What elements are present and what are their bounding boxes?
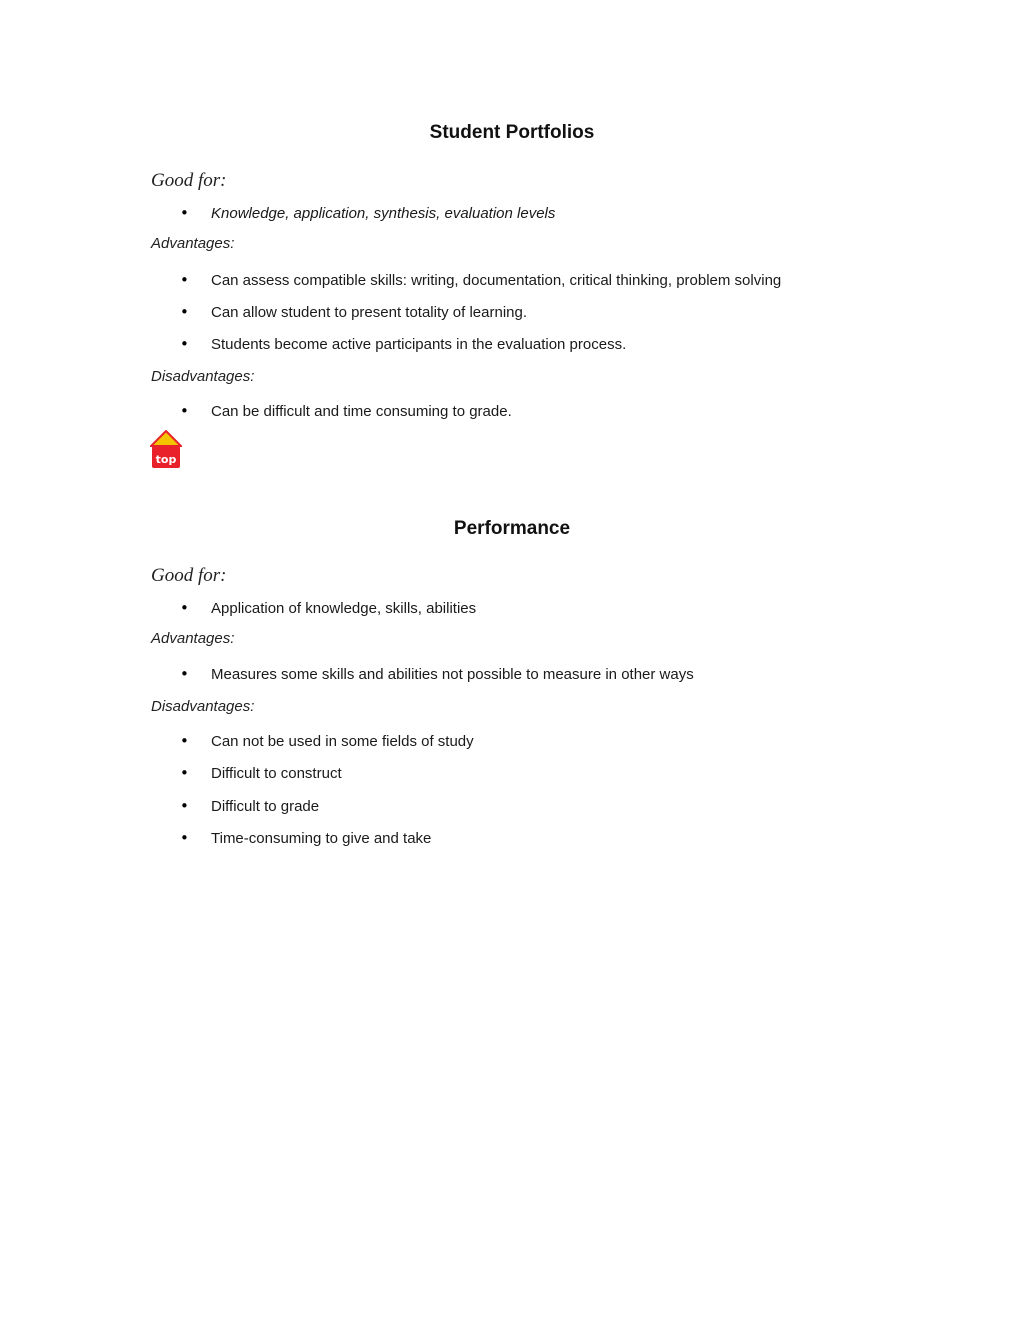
back-to-top-house-icon[interactable] xyxy=(150,430,182,470)
list-item-text: Can be difficult and time consuming to grade. xyxy=(211,402,512,420)
list-item xyxy=(180,203,555,223)
list-item-text: Knowledge, application, synthesis, evaluation levels xyxy=(211,204,556,222)
bullet-icon: • xyxy=(180,732,189,750)
bullet-icon: • xyxy=(180,764,189,782)
list-item xyxy=(180,796,319,816)
bullet-icon: • xyxy=(180,797,189,815)
good-for-label: Good for: xyxy=(151,170,227,191)
list-item xyxy=(180,302,527,322)
disadvantages-label: Disadvantages: xyxy=(151,368,255,385)
advantages-label: Advantages: xyxy=(151,235,235,252)
list-item xyxy=(180,731,474,751)
list-item-text: Difficult to grade xyxy=(211,797,320,815)
list-item-text: Students become active participants in the evaluation process. xyxy=(211,335,627,353)
bullet-icon: • xyxy=(180,599,189,617)
list-item-text: Time-consuming to give and take xyxy=(211,829,432,847)
list-item-text: Can not be used in some fields of study xyxy=(211,732,474,750)
bullet-icon: • xyxy=(180,829,189,847)
list-item xyxy=(180,763,342,783)
bullet-icon: • xyxy=(180,204,189,222)
list-item xyxy=(180,270,781,290)
list-item-text: Difficult to construct xyxy=(211,764,342,782)
bullet-icon: • xyxy=(180,303,189,321)
list-item xyxy=(180,598,476,618)
bullet-icon: • xyxy=(180,335,189,353)
list-item xyxy=(180,828,431,848)
bullet-icon: • xyxy=(180,402,189,420)
list-item xyxy=(180,334,626,354)
disadvantages-label: Disadvantages: xyxy=(151,698,255,715)
top-icon-text: top xyxy=(155,453,177,466)
list-item-text: Can allow student to present totality of learning. xyxy=(211,303,528,321)
section-title-performance: Performance xyxy=(453,518,571,539)
list-item-text: Application of knowledge, skills, abilities xyxy=(211,599,477,617)
section-title-student-portfolios: Student Portfolios xyxy=(429,122,595,143)
bullet-icon: • xyxy=(180,665,189,683)
list-item-text: Measures some skills and abilities not possible to measure in other ways xyxy=(211,665,694,683)
list-item xyxy=(180,664,694,684)
list-item xyxy=(180,401,512,421)
bullet-icon: • xyxy=(180,271,189,289)
list-item-text: Can assess compatible skills: writing, documentation, critical thinking, problem solving xyxy=(211,271,782,289)
advantages-label: Advantages: xyxy=(151,630,235,647)
good-for-label: Good for: xyxy=(151,565,227,586)
